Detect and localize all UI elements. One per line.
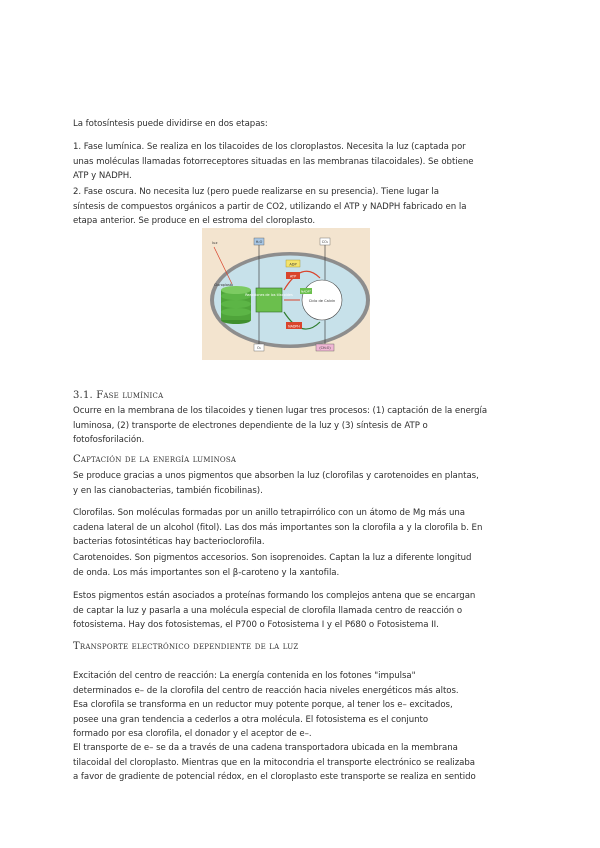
capture-paragraph-1 [73, 469, 525, 498]
grana-stack [221, 286, 251, 324]
section-transport-title: Transporte electrónico dependiente de la luz [73, 641, 299, 652]
text-line: Esa clorofila se transforma en un reductor muy potente porque, al tener los e– excitados, [73, 700, 453, 711]
text-line: tilacoidal del cloroplasto. Mientras que en la mitocondria el transporte electrónico se realizaba [73, 757, 476, 768]
text-line: ATP y NADPH. [73, 171, 132, 182]
thylakoid-reactions-box [256, 288, 282, 312]
luz-label: luz [212, 240, 218, 245]
text-line: a favor de gradiente de potencial rédox, en el cloroplasto este transporte se realiza en sentido [73, 772, 476, 783]
text-line: posee una gran tendencia a cederlos a otra molécula. El fotosistema es el conjunto [73, 714, 429, 725]
text-line: fotofosforilación. [73, 435, 145, 446]
nadph-label: NADPH [288, 324, 300, 329]
sugar-label: (CH₂O) [319, 346, 331, 351]
text-line: de onda. Los más importantes son el β-caroteno y la xantofila. [73, 567, 340, 578]
nadp-label: NADP⁺ [301, 289, 311, 294]
phase2-paragraph [73, 185, 525, 229]
text-line: Estos pigmentos están asociados a proteínas formando los complejos antena que se encargan [73, 591, 476, 601]
text-line: Carotenoides. Son pigmentos accesorios. Son isoprenoides. Captan la luz a diferente longitud [73, 553, 472, 563]
text-line: El transporte de e– se da a través de una cadena transportadora ubicada en la membrana [73, 743, 458, 753]
co2-label: CO₂ [321, 240, 329, 245]
intro-text: La fotosíntesis puede dividirse en dos etapas: [73, 119, 268, 129]
text-line: 1. Fase lumínica. Se realiza en los tilacoides de los cloroplastos. Necesita la luz (captada por [73, 142, 466, 152]
text-line: bacterias fotosintéticas hay bacterioclorofila. [73, 537, 265, 548]
text-line: síntesis de compuestos orgánicos a partir de CO2, utilizando el ATP y NADPH fabricado en la [73, 201, 467, 212]
phase1-paragraph [73, 140, 525, 184]
h2o-label: H₂O [255, 240, 263, 245]
thylakoid-label: Reacciones de los tilacoides [245, 293, 293, 297]
text-line: Ocurre en la membrana de los tilacoides y tienen lugar tres procesos: (1) captación de la energía [73, 406, 488, 416]
text-line: Se produce gracias a unos pigmentos que absorben la luz (clorofilas y carotenoides en plantas, [73, 471, 479, 481]
text-line: Excitación del centro de reacción: La energía contenida en los fotones "impulsa" [73, 671, 416, 681]
text-line: etapa anterior. Se produce en el estroma del cloroplasto. [73, 216, 316, 227]
transport-paragraph-1 [73, 669, 525, 742]
cloroplasto-label: Cloroplasto [214, 283, 234, 287]
text-line: formado por esa clorofila, el donador y el aceptor de e–. [73, 729, 312, 740]
section-31-paragraph [73, 404, 525, 448]
adp-label: ADP [289, 262, 297, 267]
text-line: determinados e– de la clorofila del centro de reacción hacia niveles energéticos más altos. [73, 685, 459, 696]
text-line: cadena lateral de un alcohol (fitol). Las dos más importantes son la clorofila a y la clorofila b. En [73, 522, 483, 533]
calvin-label: Ciclo de Calvin [308, 299, 336, 303]
text-line: unas moléculas llamadas fotorreceptores situadas en las membranas tilacoidales). Se obtiene [73, 156, 474, 167]
text-line: de captar la luz y pasarla a una molécula especial de clorofila llamada centro de reacción o [73, 605, 463, 616]
text-line: fotosistema. Hay dos fotosistemas, el P700 o Fotosistema I y el P680 o Fotosistema II. [73, 620, 439, 631]
text-line: luminosa, (2) transporte de electrones dependiente de la luz y (3) síntesis de ATP o [73, 420, 428, 431]
transport-paragraph-2 [73, 741, 525, 785]
capture-paragraph-3 [73, 551, 525, 580]
capture-paragraph-4 [73, 589, 525, 633]
photosynthesis-diagram [202, 228, 370, 360]
capture-paragraph-2 [73, 506, 525, 550]
atp-label: ATP [289, 274, 297, 279]
section-capture-title: Captación de la energía luminosa [73, 454, 237, 465]
text-line: 2. Fase oscura. No necesita luz (pero puede realizarse en su presencia). Tiene lugar la [73, 187, 439, 197]
section-31-title: 3.1. Fase lumínica [73, 390, 164, 401]
text-line: y en las cianobacterias, también ficobilinas). [73, 485, 263, 496]
o2-label: O₂ [256, 346, 262, 351]
text-line: Clorofilas. Son moléculas formadas por un anillo tetrapirrólico con un átomo de Mg más una [73, 508, 465, 518]
